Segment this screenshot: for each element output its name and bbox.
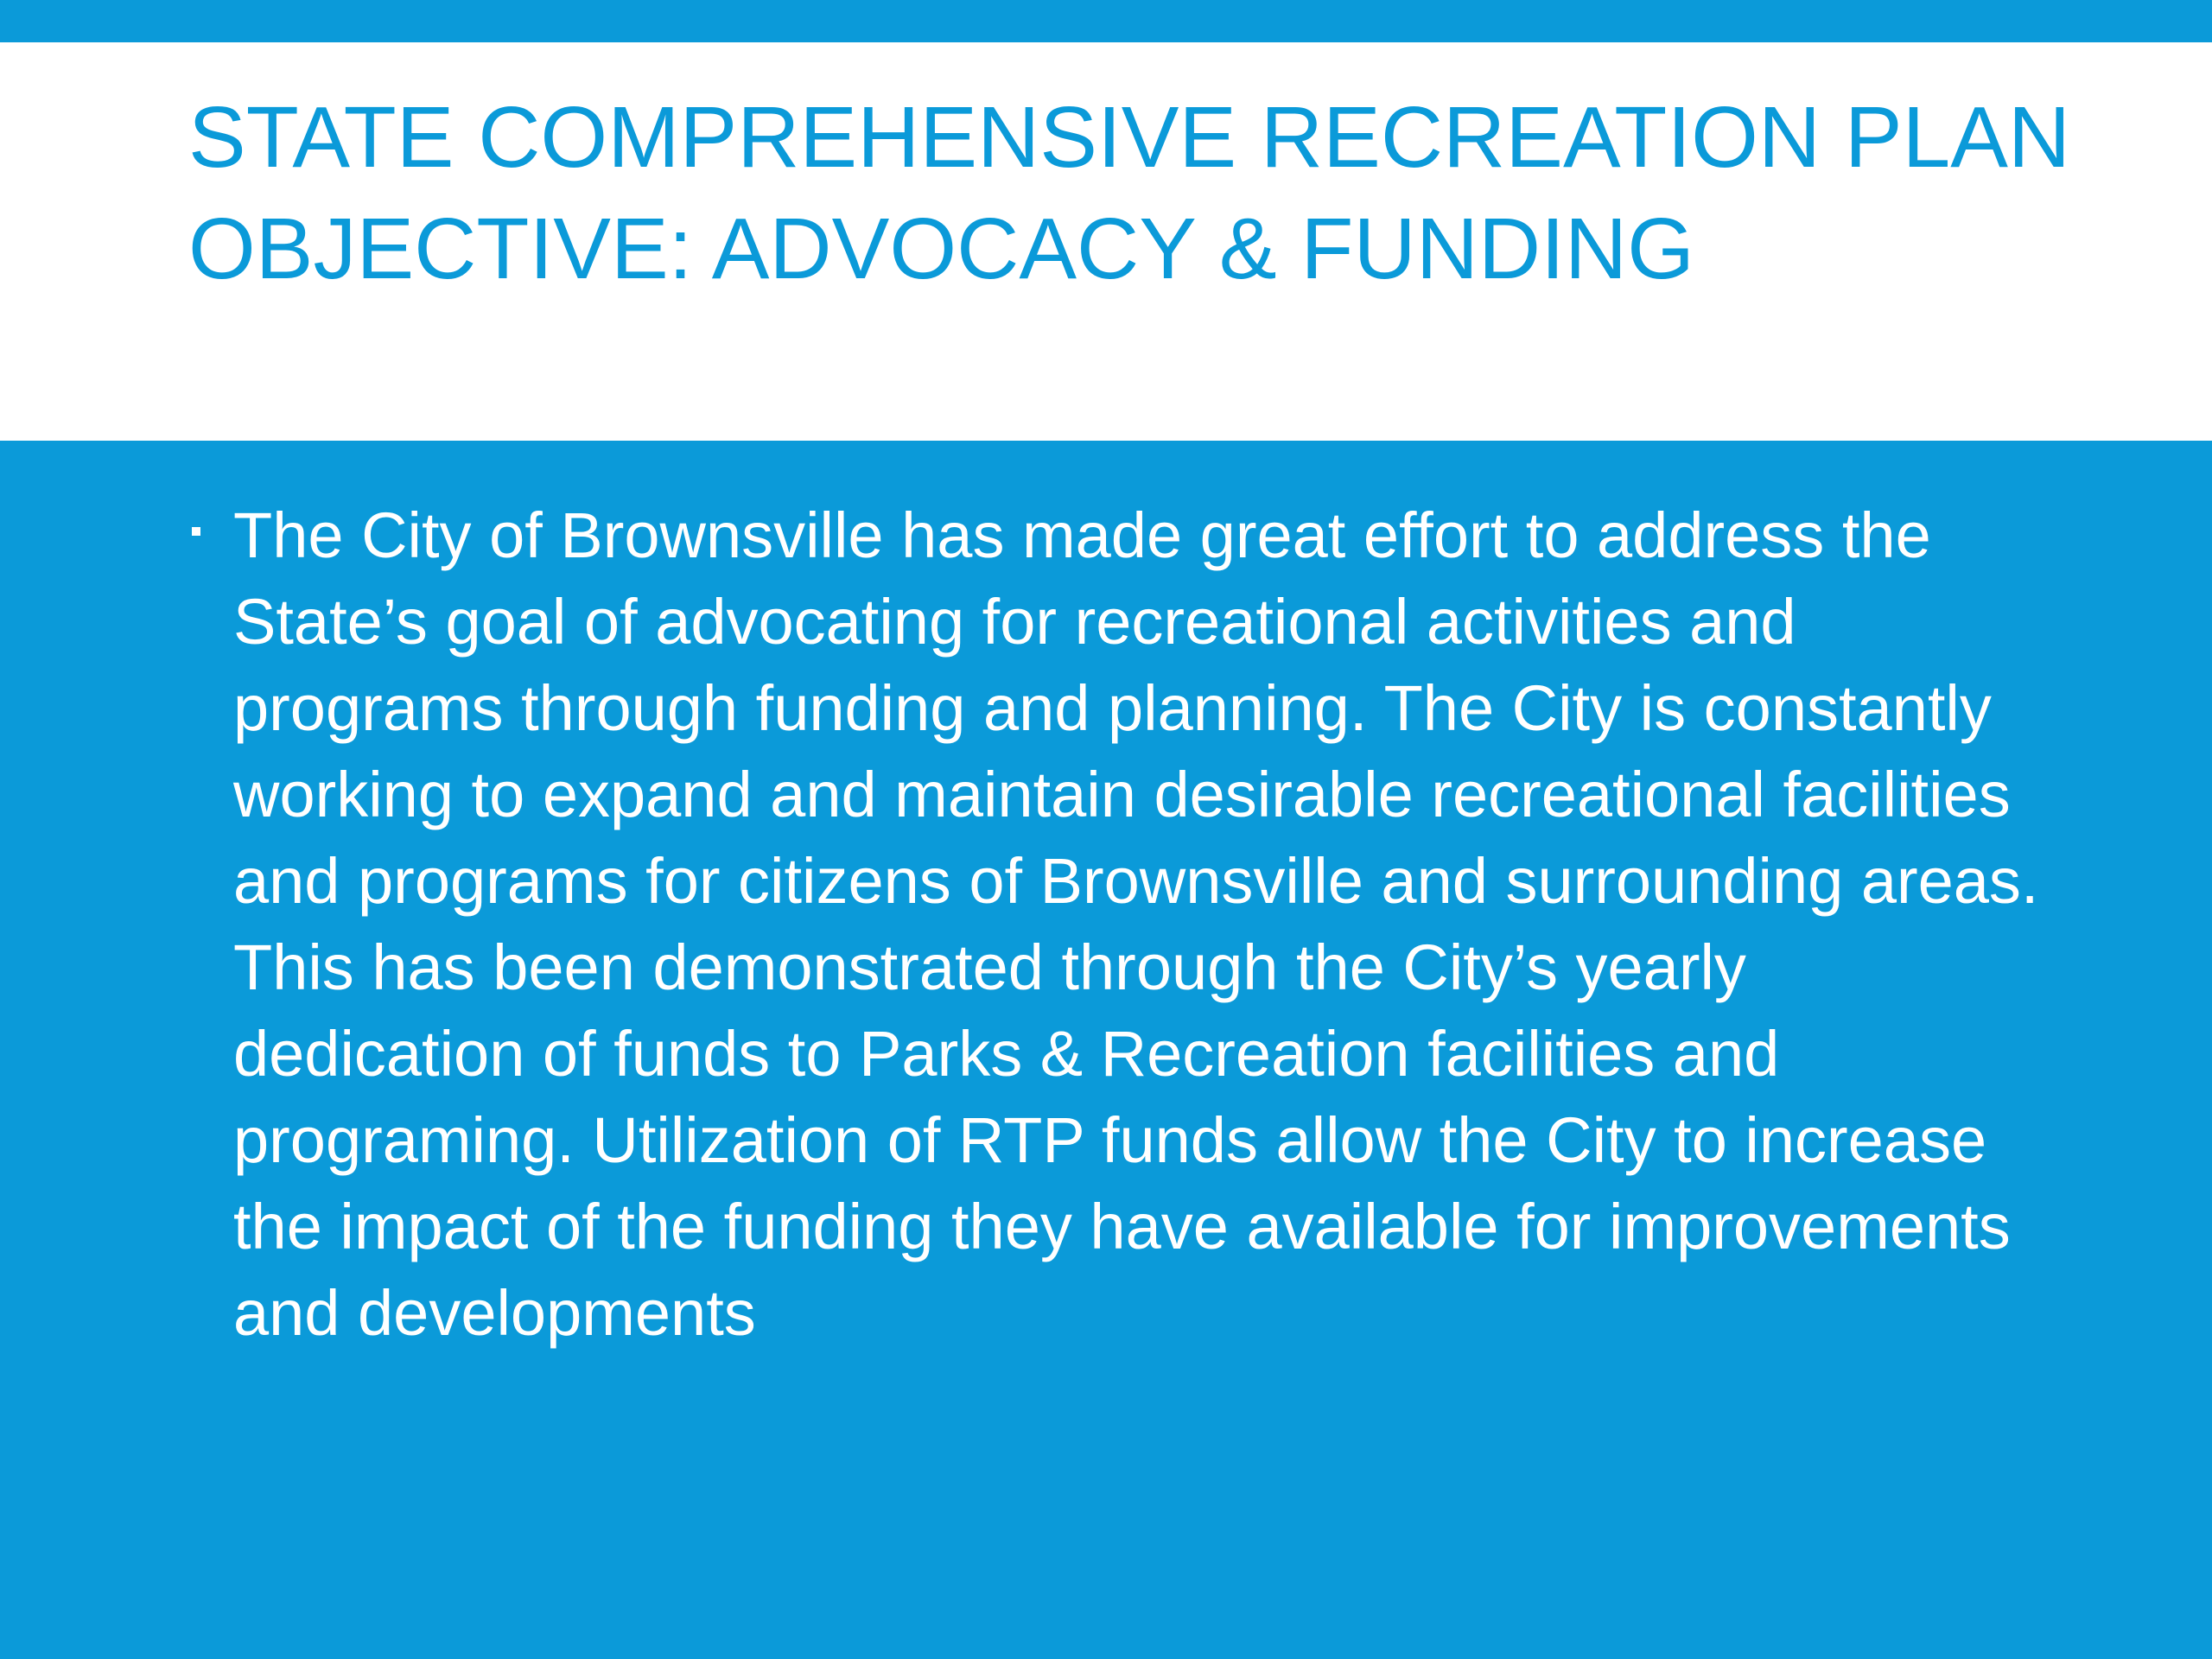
bullet-text: The City of Brownsville has made great effort to address the State’s goal of advocating for recreational activities and programs through funding and planning. The City is constantly working to expand and maintain desirable recreational facilities and programs for citizens of Brownsville and surrounding areas. This has been demonstrated through the City’s yearly dedication of funds to Parks & Recreation facilities and programing. Utilization of RTP funds allow the City to increase the impact of the funding they have available for improvements and developments (233, 499, 2039, 1349)
bullet-item (192, 493, 2041, 1357)
square-bullet-icon (192, 527, 200, 536)
slide-title: STATE COMPREHENSIVE RECREATION PLAN OBJECTIVE: ADVOCACY & FUNDING (188, 89, 2071, 297)
slide-body (192, 493, 2041, 1357)
